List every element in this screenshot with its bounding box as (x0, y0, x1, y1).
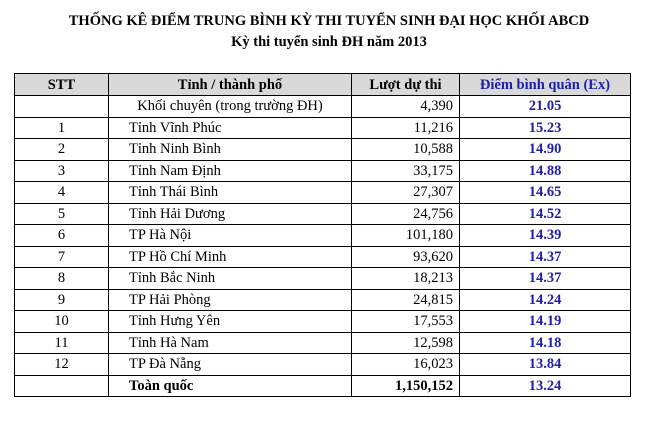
table-row (15, 139, 631, 161)
average-cell: 14.39 (460, 225, 631, 247)
header-stt: STT (15, 74, 109, 96)
stt-cell: 9 (15, 289, 109, 311)
candidates-cell: 18,213 (352, 268, 460, 290)
average-cell: 13.24 (460, 375, 631, 397)
table-row (15, 203, 631, 225)
province-cell: Tỉnh Hải Dương (109, 203, 352, 225)
stt-cell: 1 (15, 117, 109, 139)
stt-cell: 4 (15, 182, 109, 204)
province-cell: Toàn quốc (109, 375, 352, 397)
candidates-cell: 24,756 (352, 203, 460, 225)
candidates-cell: 10,588 (352, 139, 460, 161)
average-cell: 14.24 (460, 289, 631, 311)
stt-cell (15, 375, 109, 397)
stt-cell: 8 (15, 268, 109, 290)
stt-cell: 10 (15, 311, 109, 333)
table-header-row (15, 74, 631, 96)
candidates-cell: 93,620 (352, 246, 460, 268)
average-cell: 14.65 (460, 182, 631, 204)
table-row (15, 225, 631, 247)
average-cell: 21.05 (460, 96, 631, 118)
average-cell: 14.88 (460, 160, 631, 182)
table-row (15, 96, 631, 118)
total-row (15, 375, 631, 397)
stt-cell: 3 (15, 160, 109, 182)
candidates-cell: 16,023 (352, 354, 460, 376)
candidates-cell: 101,180 (352, 225, 460, 247)
table-row (15, 160, 631, 182)
table-row (15, 311, 631, 333)
candidates-cell: 33,175 (352, 160, 460, 182)
province-cell: Tỉnh Hà Nam (109, 332, 352, 354)
average-cell: 14.37 (460, 268, 631, 290)
province-cell: Tỉnh Vĩnh Phúc (109, 117, 352, 139)
province-cell: Khối chuyên (trong trường ĐH) (109, 96, 352, 118)
province-cell: Tỉnh Thái Bình (109, 182, 352, 204)
table-row (15, 246, 631, 268)
table-row (15, 268, 631, 290)
candidates-cell: 27,307 (352, 182, 460, 204)
stt-cell (15, 96, 109, 118)
page-subtitle: Kỳ thi tuyển sinh ĐH năm 2013 (231, 34, 427, 50)
province-cell: TP Đà Nẵng (109, 354, 352, 376)
stt-cell: 2 (15, 139, 109, 161)
average-cell: 14.90 (460, 139, 631, 161)
province-cell: Tỉnh Bắc Ninh (109, 268, 352, 290)
average-cell: 14.19 (460, 311, 631, 333)
average-cell: 14.37 (460, 246, 631, 268)
table-row (15, 182, 631, 204)
province-cell: Tỉnh Ninh Bình (109, 139, 352, 161)
stt-cell: 7 (15, 246, 109, 268)
province-cell: Tỉnh Hưng Yên (109, 311, 352, 333)
average-cell: 14.18 (460, 332, 631, 354)
province-cell: TP Hải Phòng (109, 289, 352, 311)
header-province: Tỉnh / thành phố (109, 74, 352, 96)
table-row (15, 354, 631, 376)
average-cell: 14.52 (460, 203, 631, 225)
table-row (15, 332, 631, 354)
stt-cell: 12 (15, 354, 109, 376)
stt-cell: 6 (15, 225, 109, 247)
province-cell: TP Hà Nội (109, 225, 352, 247)
candidates-cell: 4,390 (352, 96, 460, 118)
province-cell: TP Hồ Chí Minh (109, 246, 352, 268)
stt-cell: 11 (15, 332, 109, 354)
header-candidates: Lượt dự thi (352, 74, 460, 96)
average-cell: 13.84 (460, 354, 631, 376)
average-cell: 15.23 (460, 117, 631, 139)
candidates-cell: 11,216 (352, 117, 460, 139)
candidates-cell: 12,598 (352, 332, 460, 354)
score-table (14, 73, 631, 397)
candidates-cell: 17,553 (352, 311, 460, 333)
province-cell: Tỉnh Nam Định (109, 160, 352, 182)
stt-cell: 5 (15, 203, 109, 225)
page-title: THỐNG KÊ ĐIỂM TRUNG BÌNH KỲ THI TUYỂN SINH ĐẠI HỌC KHỐI ABCD (68, 13, 590, 29)
header-average: Điểm bình quân (Ex) (460, 74, 631, 96)
candidates-cell: 24,815 (352, 289, 460, 311)
table-row (15, 289, 631, 311)
candidates-cell: 1,150,152 (352, 375, 460, 397)
table-row (15, 117, 631, 139)
